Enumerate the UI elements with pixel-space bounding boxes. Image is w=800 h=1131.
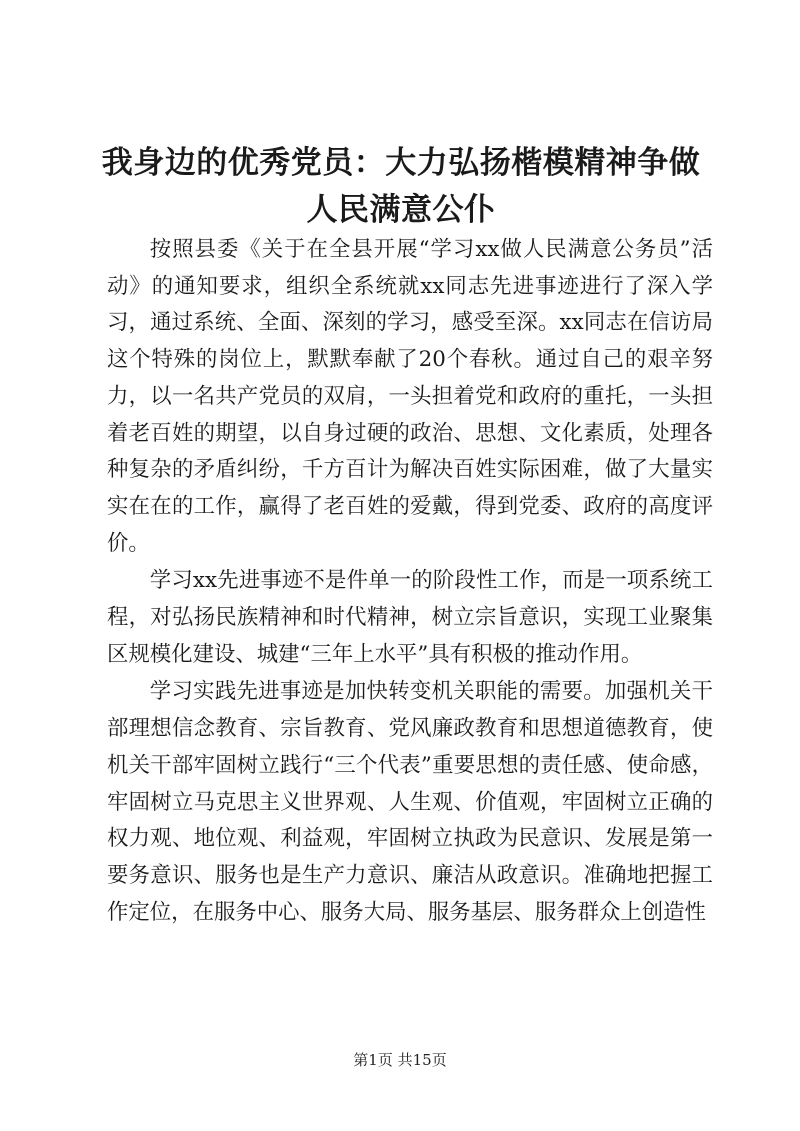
paragraph-3: 学习实践先进事迹是加快转变机关职能的需要。加强机关干部理想信念教育、宗旨教育、党风廉政教育和思想道德教育，使机关干部牢固树立践行“三个代表”重要思想的责任感、使命感，牢固树立马克思主义世界观、人生观、价值观，牢固树立正确的权力观、地位观、利益观，牢固树立执政为民意识、发展是第一要务意识、服务也是生产力意识、廉洁从政意识。准确地把握工作定位，在服务中心、服务大局、服务基层、服务群众上创造性: [107, 679, 713, 925]
document-title: 我身边的优秀党员：大力弘扬楷模精神争做人民满意公仆: [101, 145, 701, 228]
document-body: [107, 232, 713, 932]
paragraph-2: 学习xx先进事迹不是件单一的阶段性工作，而是一项系统工程，对弘扬民族精神和时代精神，树立宗旨意识，实现工业聚集区规模化建设、城建“三年上水平”具有积极的推动作用。: [107, 568, 713, 667]
paragraph-1: 按照县委《关于在全县开展“学习xx做人民满意公务员”活动》的通知要求，组织全系统就xx同志先进事迹进行了深入学习，通过系统、全面、深刻的学习，感受至深。xx同志在信访局这个特殊的岗位上，默默奉献了20个春秋。通过自己的艰辛努力，以一名共产党员的双肩，一头担着党和政府的重托，一头担着老百姓的期望，以自身过硬的政治、思想、文化素质，处理各种复杂的矛盾纠纷，千方百计为解决百姓实际困难，做了大量实实在在的工作，赢得了老百姓的爱戴，得到党委、政府的高度评价。: [107, 237, 713, 556]
page-number-footer: 第1页 共15页: [353, 1051, 447, 1069]
